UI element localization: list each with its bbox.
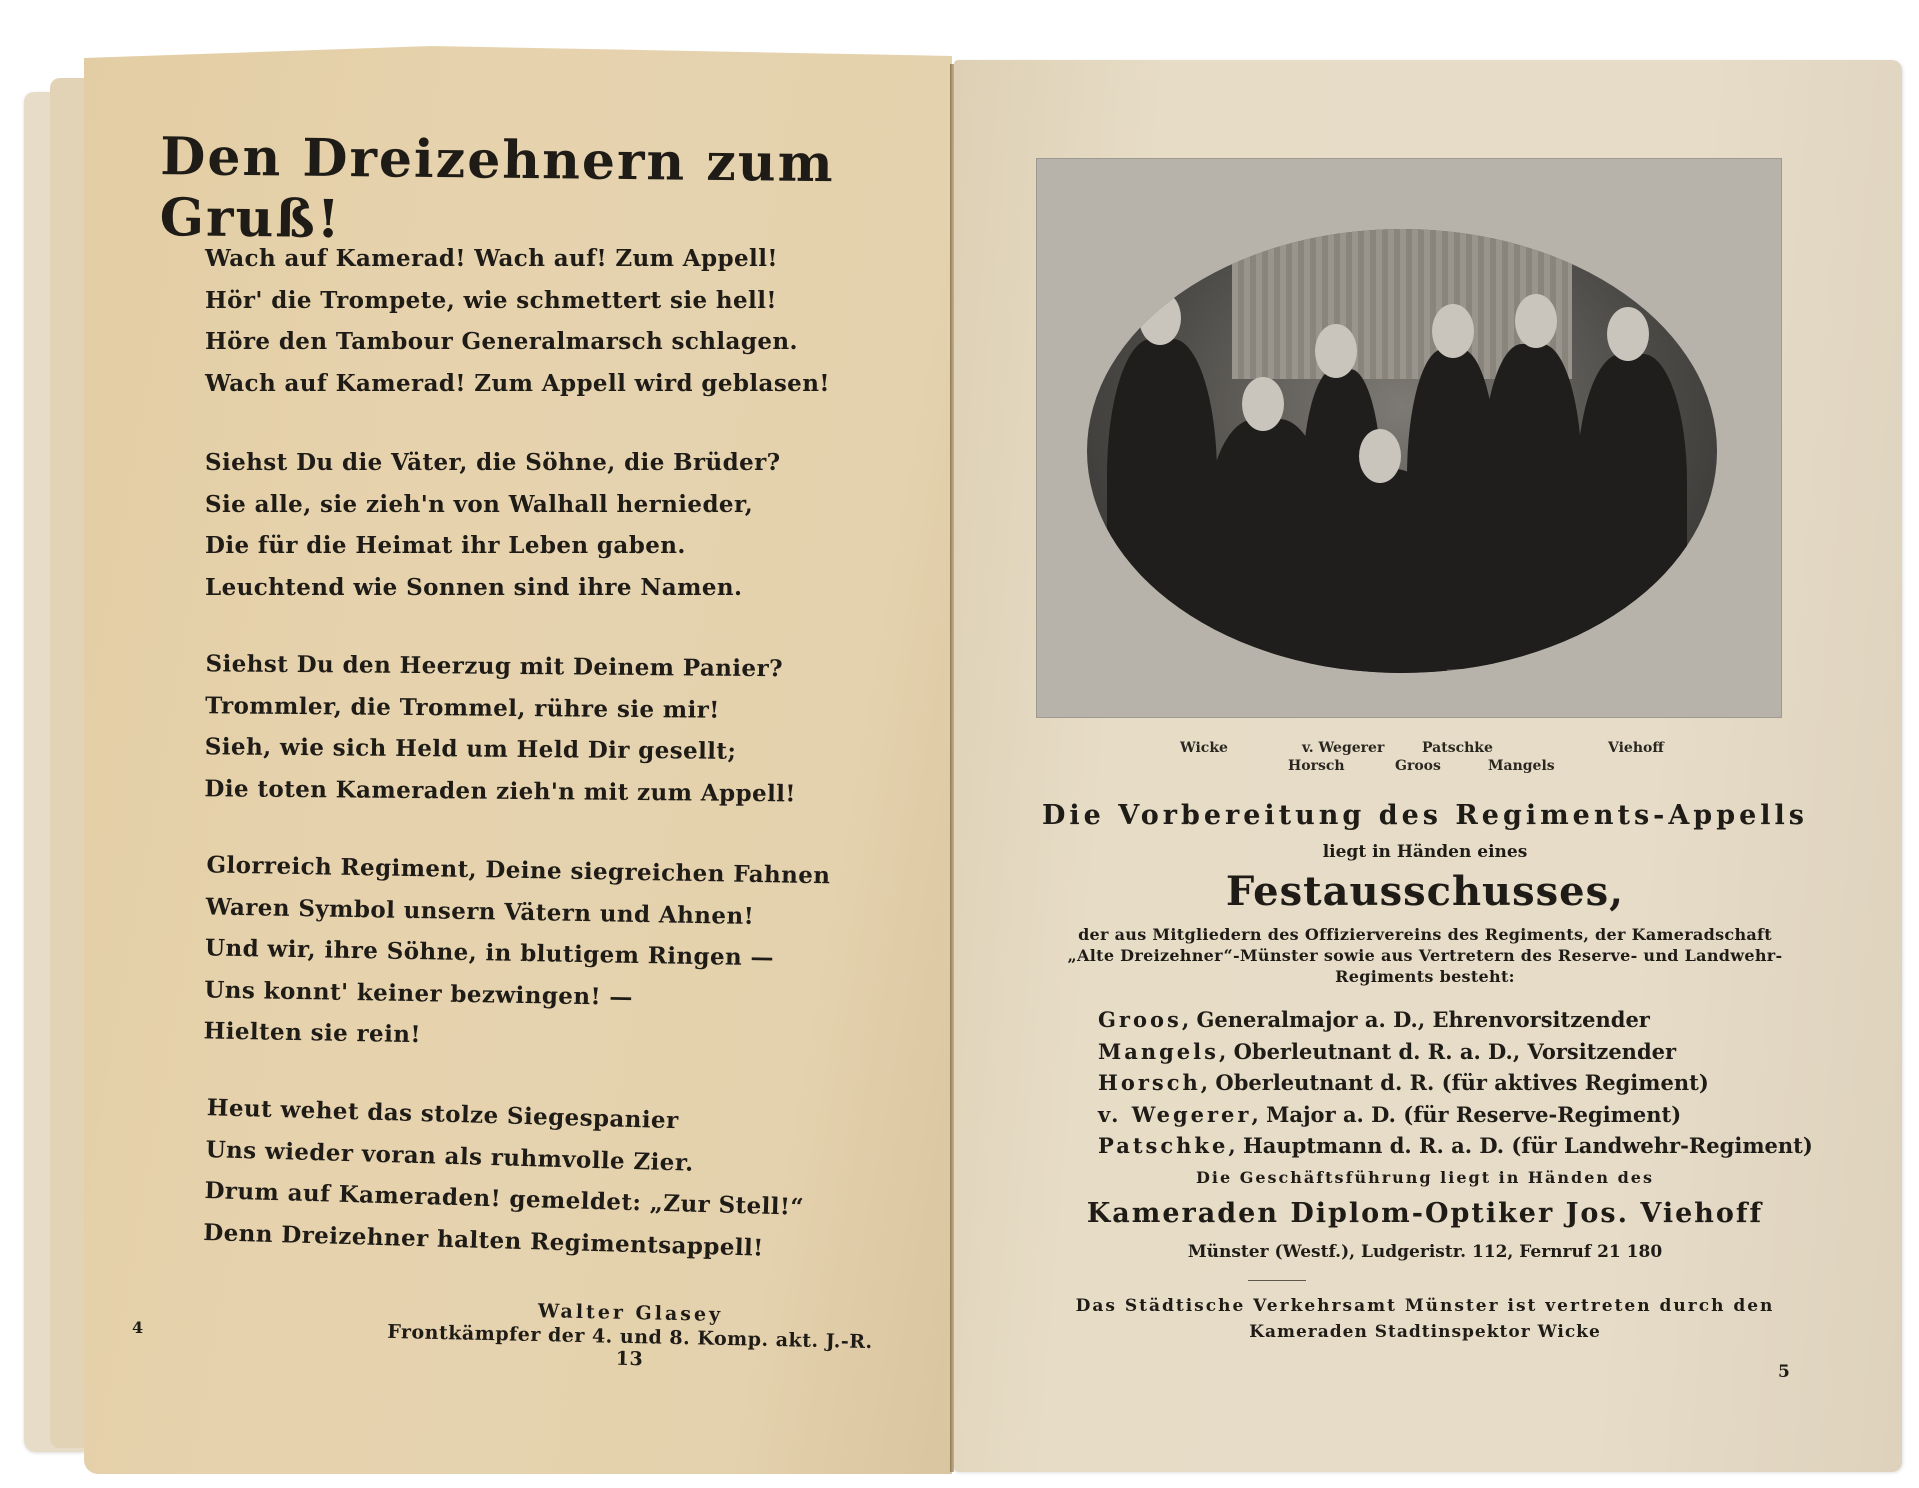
- member-role: , Hauptmann d. R. a. D. (für Landwehr-Regiment): [1228, 1133, 1813, 1158]
- stanza: [203, 1087, 847, 1271]
- page-number-right: 5: [1778, 1362, 1790, 1382]
- caption-name: Viehoff: [1608, 740, 1664, 756]
- poem-line: Siehst Du die Väter, die Söhne, die Brüder?: [205, 449, 781, 476]
- stanza: [205, 442, 845, 608]
- poem-line: Wach auf Kamerad! Wach auf! Zum Appell!: [205, 245, 778, 272]
- body-line: „Alte Dreizehner“-Münster sowie aus Vertretern des Reserve- und Landwehr-: [1067, 946, 1783, 965]
- section-subheading: liegt in Händen eines: [1322, 842, 1528, 862]
- person-figure: [1207, 419, 1327, 673]
- member-role: , Generalmajor a. D., Ehrenvorsitzender: [1181, 1007, 1650, 1032]
- member-name: Mangels: [1098, 1038, 1219, 1064]
- poem-line: Drum auf Kameraden! gemeldet: „Zur Stell!“: [204, 1176, 805, 1221]
- poem-line: Hielten sie rein!: [203, 1017, 422, 1049]
- photo-oval: [1087, 229, 1717, 673]
- poem-line: Sieh, wie sich Held um Held Dir gesellt;: [204, 733, 737, 765]
- management-intro: Die Geschäftsführung liegt in Händen des: [1195, 1168, 1654, 1187]
- member-name: Patschke: [1098, 1133, 1229, 1158]
- poem-line: Die toten Kameraden zieh'n mit zum Appell!: [204, 774, 796, 807]
- author-name: Walter Glasey: [537, 1300, 724, 1326]
- poem-line: Leuchtend wie Sonnen sind ihre Namen.: [205, 573, 743, 601]
- divider-rule: [1248, 1280, 1306, 1281]
- section-heading: Die Vorbereitung des Regiments-Appells: [1042, 800, 1808, 831]
- caption-name: Horsch: [1288, 758, 1345, 774]
- poem-line: Hör' die Trompete, wie schmettert sie hell!: [205, 286, 777, 314]
- member-row: [1098, 1036, 1813, 1068]
- poem-line: Glorreich Regiment, Deine siegreichen Fahnen: [206, 851, 831, 890]
- member-role: , Oberleutnant d. R. a. D., Vorsitzender: [1218, 1038, 1677, 1064]
- photo-captions: [1040, 740, 1780, 784]
- poem-line: Und wir, ihre Söhne, in blutigem Ringen —: [204, 934, 775, 972]
- caption-name: Mangels: [1488, 758, 1555, 774]
- person-head: [1242, 377, 1284, 431]
- member-role: , Oberleutnant d. R. (für aktives Regiment): [1200, 1070, 1709, 1095]
- poem-line: Die für die Heimat ihr Leben gaben.: [205, 532, 686, 559]
- member-row: [1098, 1130, 1813, 1162]
- committee-members: [1098, 1004, 1813, 1162]
- poem-author: [379, 1297, 880, 1375]
- poem-line: Wach auf Kamerad! Zum Appell wird geblasen!: [205, 369, 830, 397]
- person-figure: [1482, 344, 1582, 673]
- management-address: Münster (Westf.), Ludgeristr. 112, Fernruf 21 180: [1187, 1242, 1663, 1262]
- member-name: Horsch: [1098, 1070, 1201, 1095]
- person-head: [1315, 324, 1357, 378]
- poem-line: Trommler, die Trommel, rühre sie mir!: [205, 691, 720, 724]
- body-line: der aus Mitgliedern des Offiziervereins des Regiments, der Kameradschaft: [1078, 925, 1772, 944]
- body-line: Regiments besteht:: [1335, 967, 1515, 986]
- member-row: [1098, 1004, 1813, 1036]
- management-name: Kameraden Diplom-Optiker Jos. Viehoff: [1086, 1198, 1764, 1229]
- stanza: [204, 643, 845, 815]
- caption-name: Wicke: [1180, 740, 1228, 756]
- stanza: [205, 238, 845, 404]
- page-number-left: 4: [132, 1318, 144, 1337]
- member-row: [1098, 1099, 1813, 1131]
- poem-line: Sie alle, sie zieh'n von Walhall hernieder,: [205, 490, 754, 518]
- person-figure: [1317, 469, 1447, 673]
- festausschuss-heading: Festausschusses,: [1225, 868, 1625, 915]
- person-figure: [1107, 339, 1217, 673]
- person-head: [1515, 294, 1557, 348]
- caption-name: Groos: [1395, 758, 1441, 774]
- poem-line: Uns konnt' keiner bezwingen! —: [204, 975, 633, 1011]
- person-figure: [1577, 354, 1687, 673]
- poem: [205, 238, 845, 1300]
- member-role: , Major a. D. (für Reserve-Regiment): [1251, 1101, 1682, 1127]
- member-row: [1098, 1067, 1813, 1099]
- committee-description: [1030, 924, 1820, 987]
- poem-title: Den Dreizehnern zum Gruß!: [159, 126, 836, 251]
- member-name: v. Wegerer: [1098, 1101, 1252, 1127]
- poem-line: Waren Symbol unsern Vätern und Ahnen!: [205, 892, 755, 930]
- verkehrsamt-line: Kameraden Stadtinspektor Wicke: [1249, 1322, 1601, 1342]
- person-head: [1432, 304, 1474, 358]
- poem-line: Heut wehet das stolze Siegespanier: [206, 1093, 679, 1134]
- group-photo: [1036, 158, 1782, 718]
- person-head: [1607, 307, 1649, 361]
- member-name: Groos: [1098, 1007, 1182, 1032]
- stanza: [203, 844, 847, 1063]
- poem-line: Höre den Tambour Generalmarsch schlagen.: [205, 328, 798, 355]
- person-head: [1139, 291, 1181, 345]
- verkehrsamt-line: Das Städtische Verkehrsamt Münster ist vertreten durch den: [1075, 1296, 1775, 1316]
- caption-name: v. Wegerer: [1302, 740, 1385, 756]
- author-role: Frontkämpfer der 4. und 8. Komp. akt. J.-R. 13: [387, 1320, 873, 1371]
- person-head: [1359, 429, 1401, 483]
- poem-line: Siehst Du den Heerzug mit Deinem Panier?: [205, 650, 784, 683]
- poem-line: Denn Dreizehner halten Regimentsappell!: [203, 1218, 764, 1261]
- book-gutter: [950, 64, 954, 1472]
- caption-name: Patschke: [1422, 740, 1493, 756]
- poem-line: Uns wieder voran als ruhmvolle Zier.: [205, 1135, 694, 1176]
